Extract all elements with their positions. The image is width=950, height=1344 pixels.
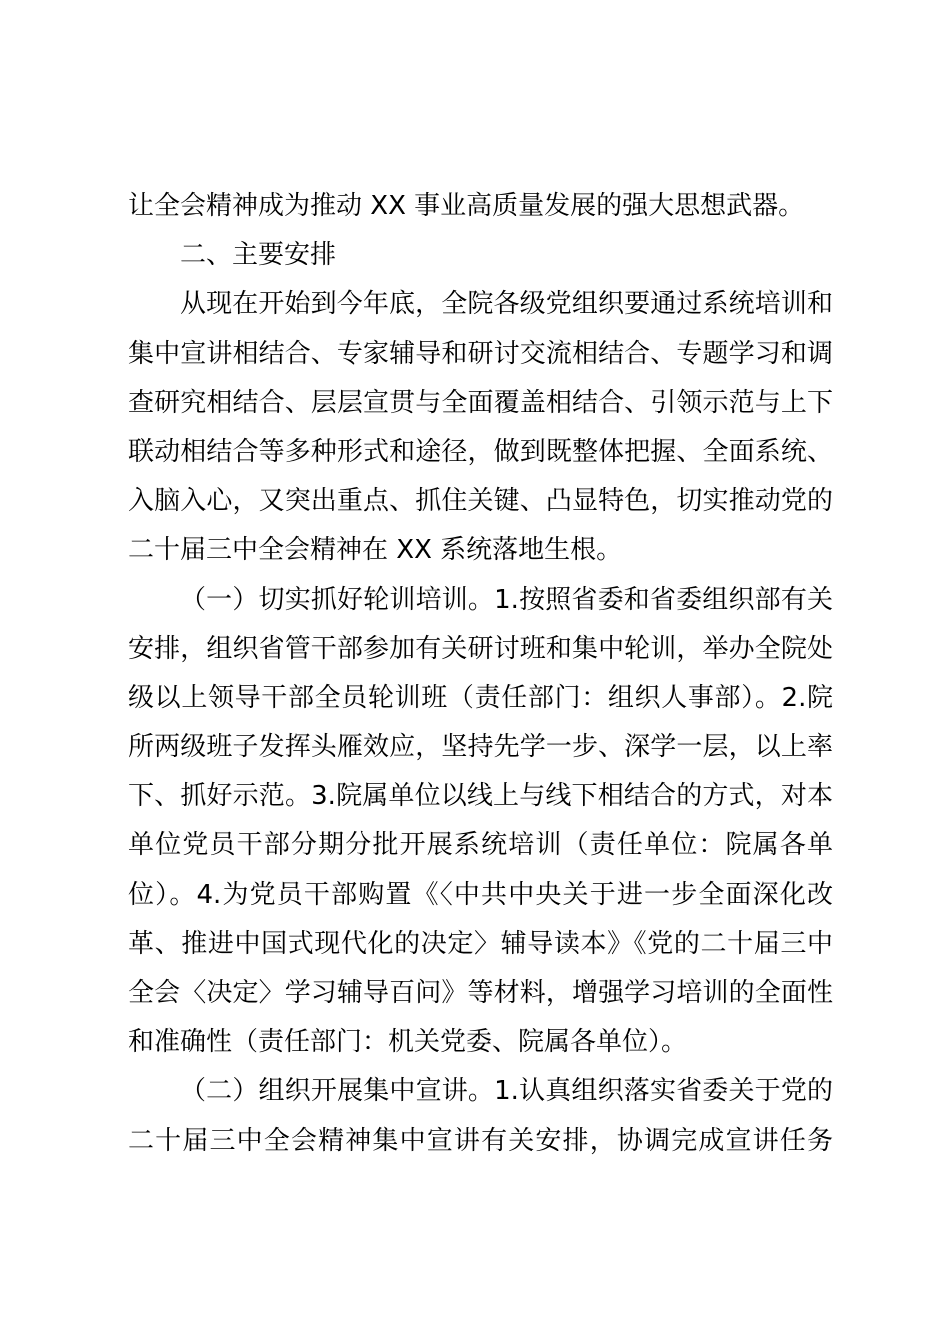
text-line: 革、推进中国式现代化的决定〉辅导读本》《党的二十届三中 (128, 928, 833, 959)
text-line: 单位党员干部分期分批开展系统培训（责任单位：院属各单 (128, 830, 833, 861)
text-line: 二十届三中全会精神集中宣讲有关安排，协调完成宣讲任务 (128, 1125, 833, 1156)
text-line: 让全会精神成为推动 XX 事业高质量发展的强大思想武器。 (128, 191, 805, 221)
document-body (128, 182, 833, 1166)
text-line: 查研究相结合、层层宣贯与全面覆盖相结合、引领示范与上下 (128, 387, 833, 418)
text-line: 二十届三中全会精神在 XX 系统落地生根。 (128, 535, 623, 566)
text-line: 入脑入心，又突出重点、抓住关键、凸显特色，切实推动党的 (128, 486, 833, 517)
text-line: 联动相结合等多种形式和途径，做到既整体把握、全面系统、 (128, 436, 833, 467)
text-line: （一）切实抓好轮训培训。1.按照省委和省委组织部有关 (180, 584, 833, 615)
text-line: 二、主要安排 (180, 240, 337, 271)
text-line: 级以上领导干部全员轮训班（责任部门：组织人事部）。2.院 (128, 682, 833, 713)
text-line: （二）组织开展集中宣讲。1.认真组织落实省委关于党的 (180, 1076, 833, 1107)
text-line: 下、抓好示范。3.院属单位以线上与线下相结合的方式，对本 (128, 781, 833, 812)
text-line: 安排，组织省管干部参加有关研讨班和集中轮训，举办全院处 (128, 633, 833, 664)
text-line: 从现在开始到今年底，全院各级党组织要通过系统培训和 (180, 289, 833, 320)
text-line: 和准确性（责任部门：机关党委、院属各单位）。 (128, 1027, 688, 1058)
text-line: 全会〈决定〉学习辅导百问》等材料，增强学习培训的全面性 (128, 978, 833, 1008)
text-line: 集中宣讲相结合、专家辅导和研讨交流相结合、专题学习和调 (128, 338, 833, 369)
text-line: 位）。4.为党员干部购置《〈中共中央关于进一步全面深化改 (128, 879, 833, 910)
text-line: 所两级班子发挥头雁效应，坚持先学一步、深学一层，以上率 (128, 732, 833, 763)
